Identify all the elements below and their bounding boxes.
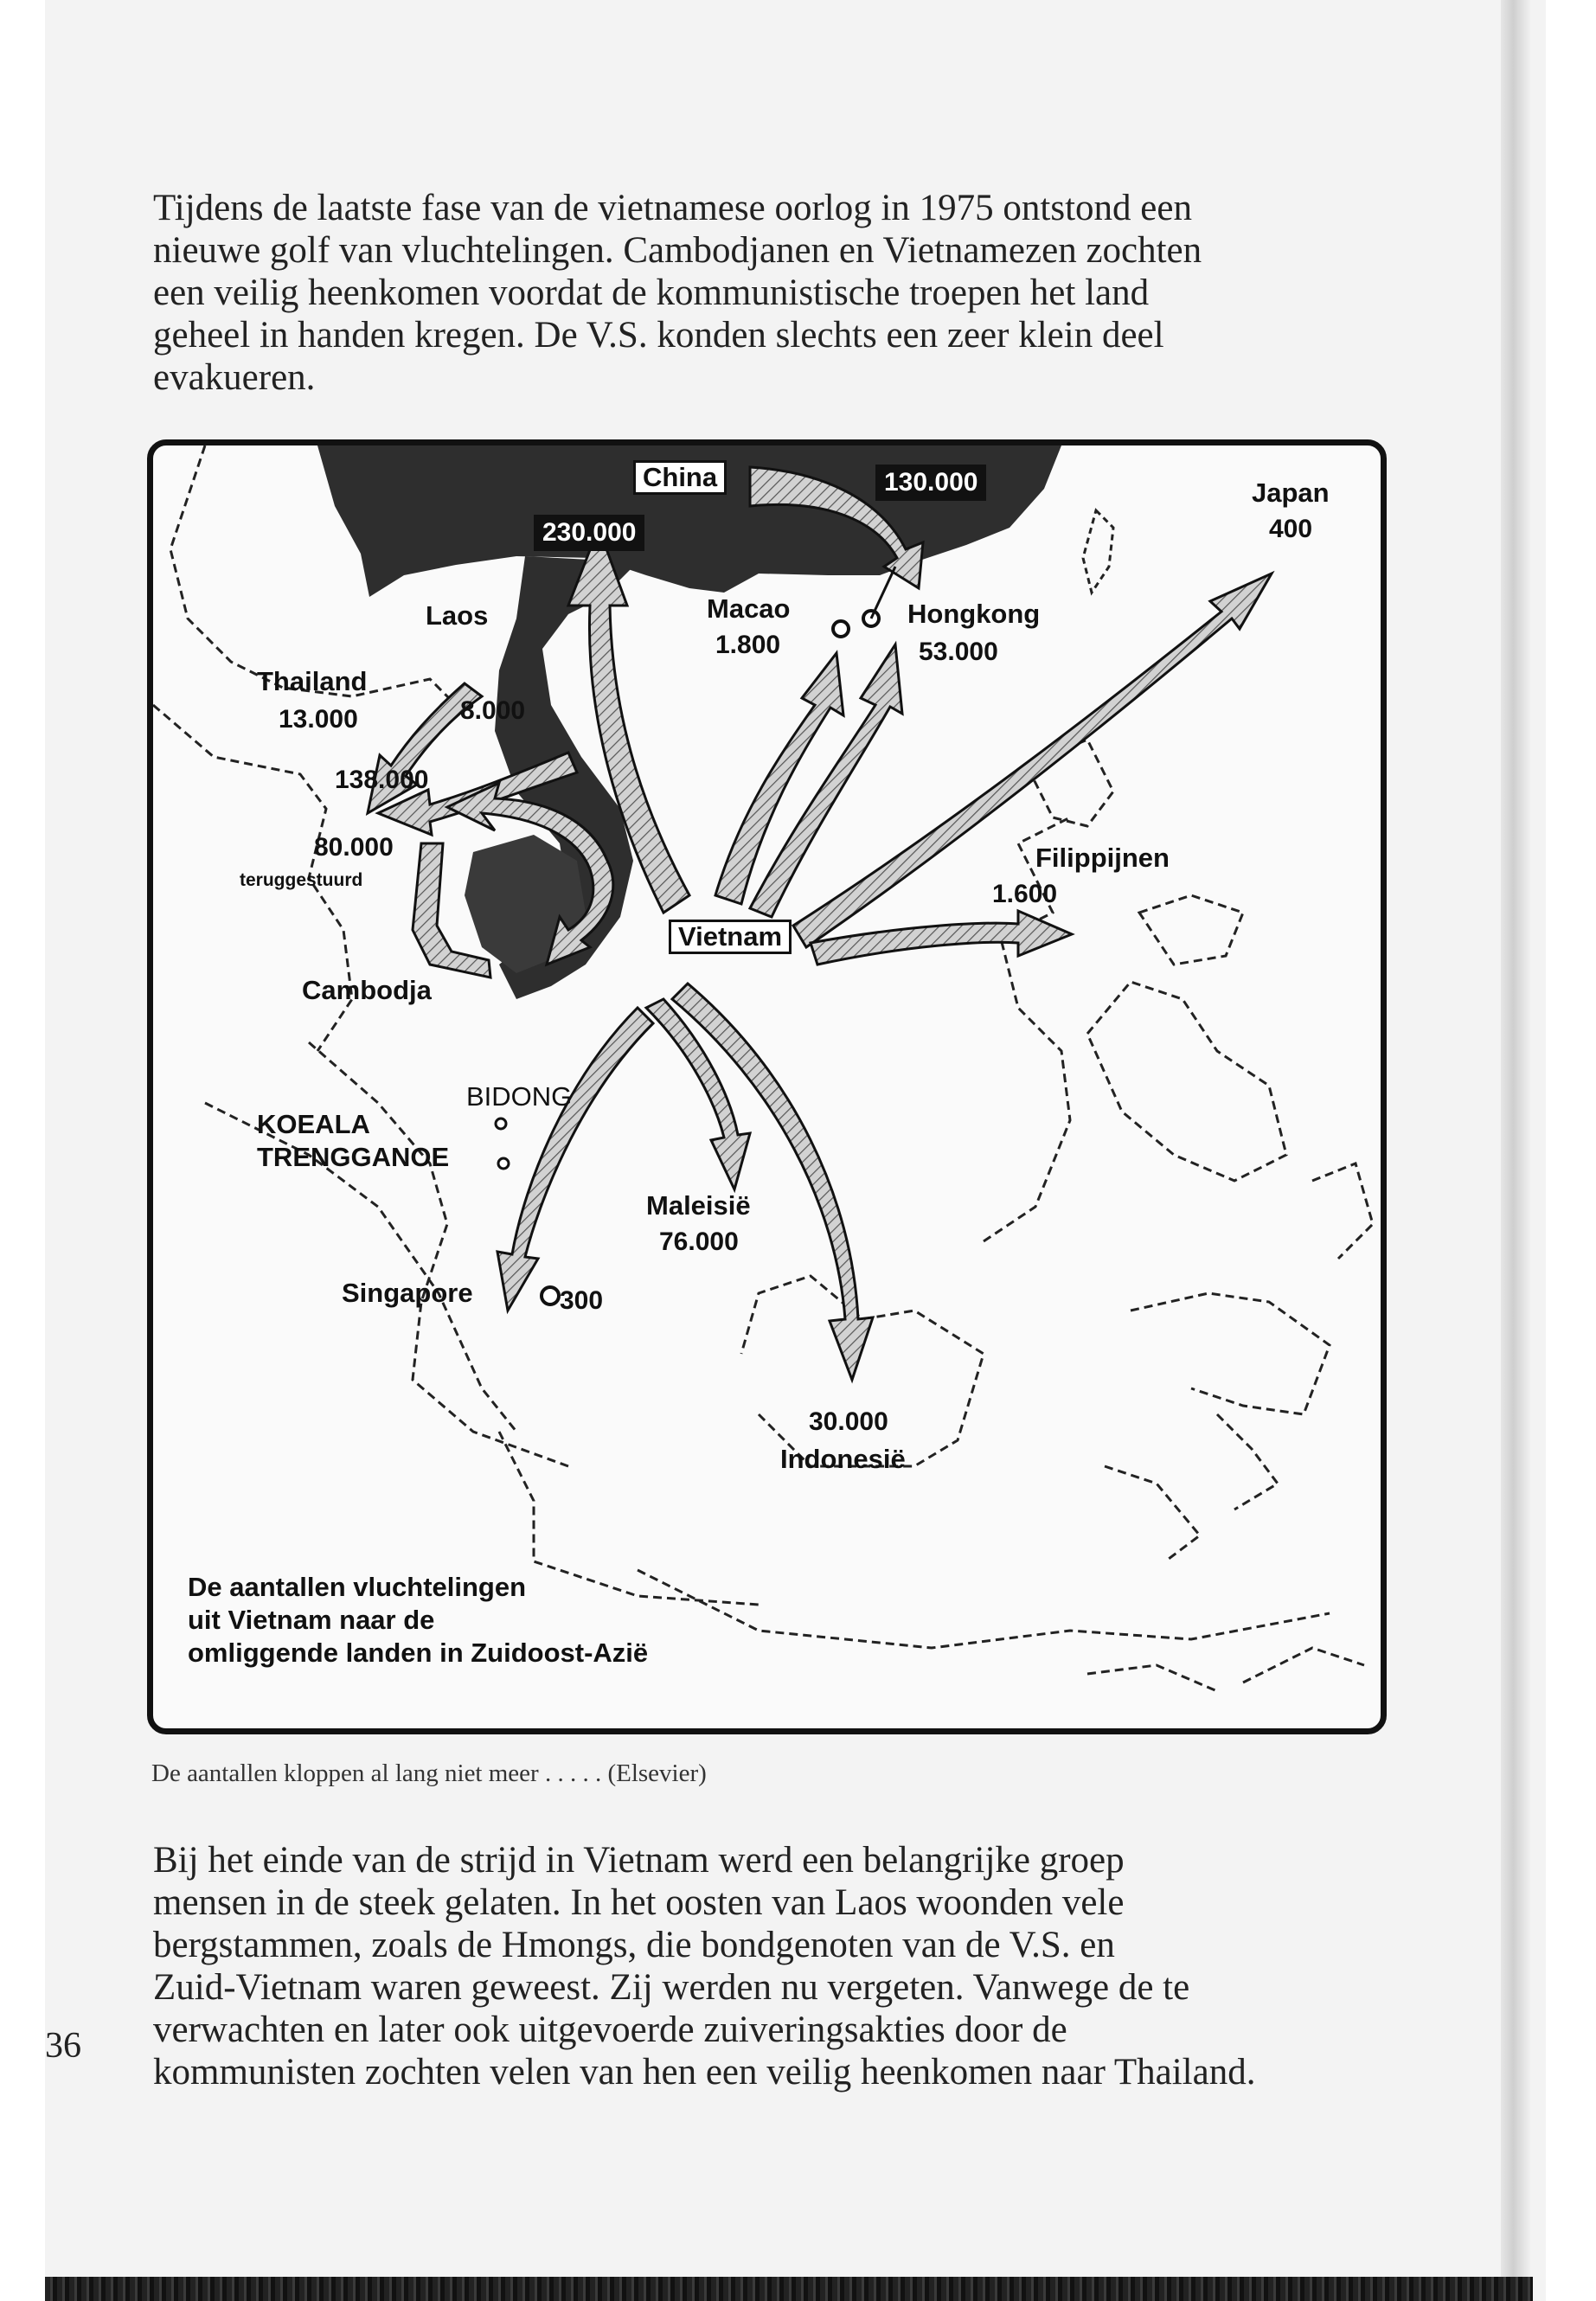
figure-thailand-cambodjanen: 138.000	[335, 766, 429, 794]
body-line: Zuid-Vietnam waren geweest. Zij werden nu vergeten. Vanwege de te	[153, 1967, 1190, 2008]
figure-caption: De aantallen kloppen al lang niet meer . . . . . (Elsevier)	[151, 1759, 707, 1787]
map-title-line: uit Vietnam naar de	[188, 1605, 435, 1635]
refugee-map	[147, 439, 1387, 1734]
body-paragraph	[153, 1839, 1399, 2093]
map-title-line: De aantallen vluchtelingen	[188, 1572, 527, 1602]
figure-teruggestuurd: 80.000	[314, 833, 394, 862]
label-thailand: Thailand	[257, 666, 368, 696]
taiwan-outline	[1083, 510, 1113, 593]
label-laos: Laos	[426, 600, 489, 631]
label-macao: Macao	[707, 593, 791, 624]
singapore-dot	[542, 1287, 559, 1304]
arrow-to-philippines	[811, 911, 1072, 965]
figure-japan: 400	[1269, 515, 1313, 543]
arrow-to-singapore	[497, 1008, 653, 1311]
intro-line: evakueren.	[153, 357, 316, 398]
body-line: verwachten en later ook uitgevoerde zuiveringsakties door de	[153, 2009, 1067, 2050]
label-maleisie: Maleisië	[646, 1190, 751, 1221]
figure-indonesie: 30.000	[809, 1407, 888, 1436]
figure-thailand: 13.000	[279, 705, 358, 734]
body-line: mensen in de steek gelaten. In het oosten van Laos woonden vele	[153, 1882, 1125, 1923]
label-japan: Japan	[1252, 478, 1330, 508]
figure-singapore: 300	[560, 1286, 604, 1315]
label-cambodja: Cambodja	[302, 975, 432, 1005]
figure-filippijnen: 1.600	[992, 880, 1058, 908]
label-filippijnen: Filippijnen	[1035, 843, 1170, 873]
map-title	[188, 1571, 648, 1670]
figure-china-hongkong: 130.000	[875, 465, 986, 501]
figure-china: 230.000	[534, 515, 644, 551]
label-trengganoe: TRENGGANOE	[257, 1142, 450, 1172]
arrow-to-indonesia	[672, 984, 873, 1380]
koeala-dot	[498, 1158, 509, 1169]
body-line: bergstammen, zoals de Hmongs, die bondgenoten van de V.S. en	[153, 1925, 1115, 1965]
intro-line: geheel in handen kregen. De V.S. konden slechts een zeer klein deel	[153, 315, 1164, 356]
label-china: China	[633, 460, 727, 495]
intro-line: een veilig heenkomen voordat de kommunistische troepen het land	[153, 272, 1150, 313]
map-title-line: omliggende landen in Zuidoost-Azië	[188, 1638, 649, 1668]
intro-line: nieuwe golf van vluchtelingen. Cambodjanen en Vietnamezen zochten	[153, 230, 1202, 271]
page-edge	[1501, 0, 1532, 2301]
body-line: kommunisten zochten velen van hen een veilig heenkomen naar Thailand.	[153, 2052, 1256, 2093]
macao-dot	[833, 621, 849, 637]
label-teruggestuurd: teruggestuurd	[240, 870, 363, 890]
label-koeala: KOEALA	[257, 1109, 370, 1139]
bidong-dot	[496, 1118, 506, 1129]
intro-line: Tijdens de laatste fase van de vietnamese oorlog in 1975 ontstond een	[153, 188, 1192, 228]
label-vietnam: Vietnam	[669, 920, 792, 954]
label-indonesie: Indonesië	[780, 1444, 906, 1474]
figure-hongkong: 53.000	[919, 638, 998, 666]
figure-macao: 1.800	[715, 631, 781, 659]
label-singapore: Singapore	[342, 1278, 473, 1308]
figure-maleisie: 76.000	[659, 1227, 739, 1256]
figure-laos: 8.000	[460, 696, 526, 725]
intro-paragraph	[153, 187, 1390, 399]
book-bottom-edge	[45, 2277, 1533, 2301]
body-line: Bij het einde van de strijd in Vietnam werd een belangrijke groep	[153, 1840, 1125, 1881]
label-bidong: BIDONG	[466, 1081, 573, 1112]
label-hongkong: Hongkong	[907, 599, 1041, 629]
page-number: 36	[45, 2026, 81, 2066]
